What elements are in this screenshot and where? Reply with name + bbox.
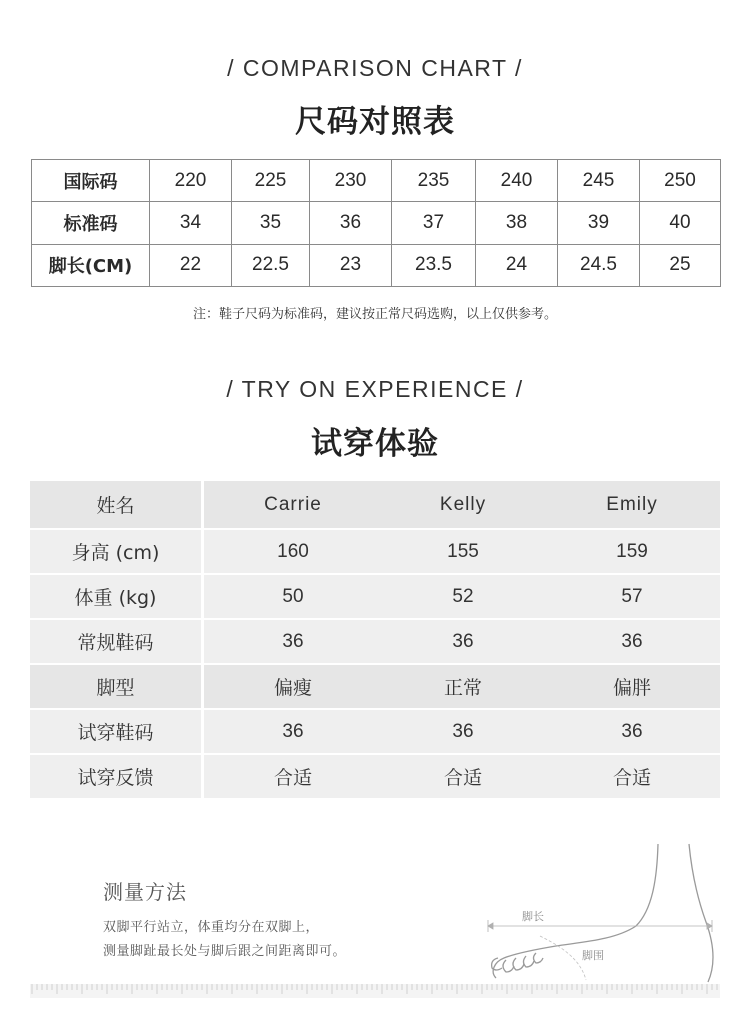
size-cell: 23: [310, 244, 392, 286]
measure-instruction-2: 测量脚趾最长处与脚后跟之间距离即可。: [103, 944, 347, 959]
tryon-header-row: [30, 481, 720, 530]
tryon-cell: 合适: [382, 755, 544, 800]
tryon-cell: 36: [544, 620, 720, 665]
measure-title: 测量方法: [103, 880, 187, 904]
tryon-cell: 36: [382, 710, 544, 755]
tryon-cell: 159: [544, 530, 720, 575]
tryon-heading-cn: 试穿体验: [311, 426, 439, 462]
tryon-row-feedback: [30, 755, 720, 800]
tryon-cell: 36: [382, 620, 544, 665]
size-cell: 40: [640, 202, 721, 244]
tryon-cell: 偏胖: [544, 665, 720, 710]
tester-name: Kelly: [382, 481, 544, 530]
size-cell: 225: [232, 160, 310, 202]
comparison-heading-cn: 尺码对照表: [295, 104, 455, 140]
size-cell: 24.5: [558, 244, 640, 286]
row-label: 试穿鞋码: [30, 710, 204, 755]
size-cell: 245: [558, 160, 640, 202]
tryon-cell: 36: [204, 710, 382, 755]
size-cell: 24: [476, 244, 558, 286]
size-row-standard: [32, 202, 721, 244]
tester-name: Emily: [544, 481, 720, 530]
size-row-international: [32, 160, 721, 202]
size-cell: 250: [640, 160, 721, 202]
size-cell: 35: [232, 202, 310, 244]
size-cell: 240: [476, 160, 558, 202]
tryon-heading-en: / TRY ON EXPERIENCE /: [226, 376, 524, 402]
tryon-cell: 36: [544, 710, 720, 755]
tryon-cell: 合适: [544, 755, 720, 800]
size-cell: 235: [392, 160, 476, 202]
measure-instruction-1: 双脚平行站立，体重均分在双脚上，: [103, 920, 320, 935]
tryon-cell: 50: [204, 575, 382, 620]
row-label: 常规鞋码: [30, 620, 204, 665]
size-cell: 25: [640, 244, 721, 286]
tryon-cell: 合适: [204, 755, 382, 800]
foot-illustration: [470, 840, 730, 990]
row-label: 脚型: [30, 665, 204, 710]
tryon-cell: 52: [382, 575, 544, 620]
row-label: 标准码: [32, 202, 150, 244]
row-label: 脚长(CM): [32, 244, 150, 286]
tryon-row-regular-size: [30, 620, 720, 665]
row-label: 试穿反馈: [30, 755, 204, 800]
tryon-row-tried-size: [30, 710, 720, 755]
size-cell: 39: [558, 202, 640, 244]
tryon-cell: 36: [204, 620, 382, 665]
size-cell: 34: [150, 202, 232, 244]
tester-name: Carrie: [204, 481, 382, 530]
size-comparison-table: [31, 159, 721, 287]
tryon-row-height: [30, 530, 720, 575]
tryon-cell: 正常: [382, 665, 544, 710]
tryon-row-foot-shape: [30, 665, 720, 710]
size-cell: 230: [310, 160, 392, 202]
foot-length-label: 脚长: [522, 910, 544, 923]
tryon-cell: 57: [544, 575, 720, 620]
size-cell: 36: [310, 202, 392, 244]
tryon-row-weight: [30, 575, 720, 620]
size-cell: 22: [150, 244, 232, 286]
ruler-decoration: [30, 984, 720, 998]
size-cell: 38: [476, 202, 558, 244]
row-label: 国际码: [32, 160, 150, 202]
foot-girth-label: 脚围: [582, 949, 604, 962]
size-note: 注：鞋子尺码为标准码，建议按正常尺码选购，以上仅供参考。: [192, 307, 557, 322]
comparison-heading-en: / COMPARISON CHART /: [227, 55, 523, 81]
size-cell: 37: [392, 202, 476, 244]
size-row-foot-length: [32, 244, 721, 286]
row-label: 体重 (kg): [30, 575, 204, 620]
tryon-cell: 155: [382, 530, 544, 575]
tryon-cell: 偏瘦: [204, 665, 382, 710]
row-label: 姓名: [30, 481, 204, 530]
tryon-table: [30, 481, 720, 800]
row-label: 身高 (cm): [30, 530, 204, 575]
tryon-cell: 160: [204, 530, 382, 575]
size-cell: 220: [150, 160, 232, 202]
size-cell: 22.5: [232, 244, 310, 286]
size-cell: 23.5: [392, 244, 476, 286]
